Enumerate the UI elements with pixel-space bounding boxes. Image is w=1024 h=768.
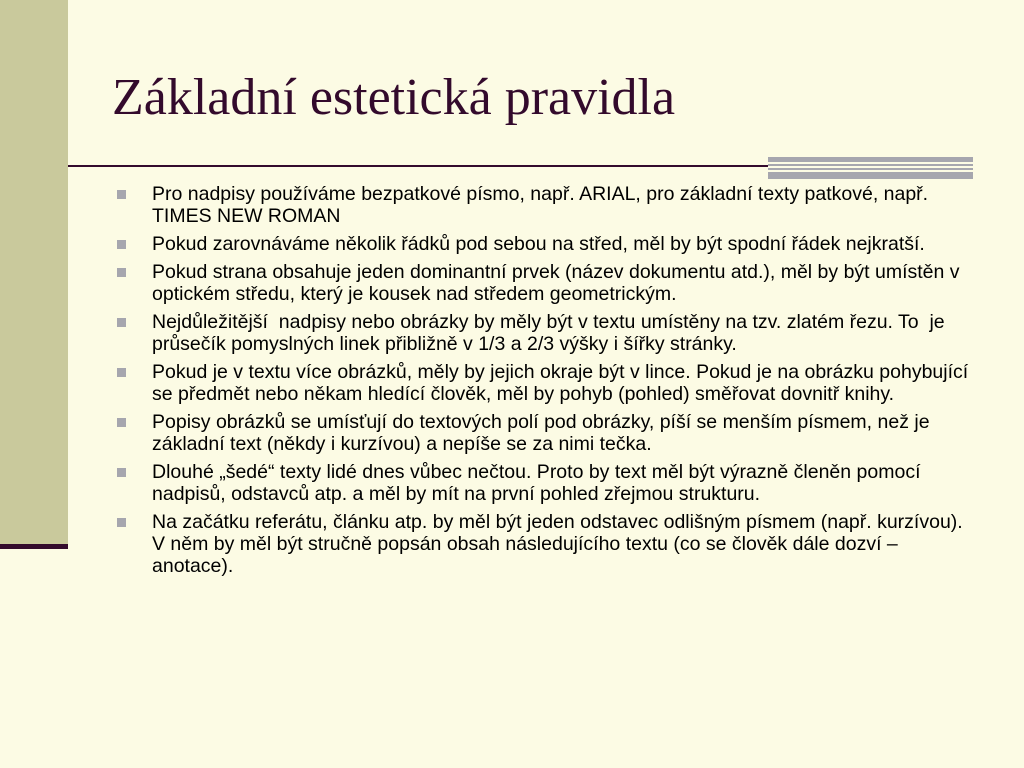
square-bullet-icon bbox=[117, 240, 126, 249]
bullet-text: Pokud strana obsahuje jeden dominantní prvek (název dokumentu atd.), měl by být umístěn v optickém středu, který je kousek nad středem geometrickým. bbox=[152, 261, 965, 305]
square-bullet-icon bbox=[117, 318, 126, 327]
bullet-text: Dlouhé „šedé“ texty lidé dnes vůbec nečtou. Proto by text měl být výrazně členěn pomocí nadpisů, odstavců atp. a měl by mít na první pohled zřejmou strukturu. bbox=[152, 461, 926, 505]
square-bullet-icon bbox=[117, 190, 126, 199]
slide-title: Základní estetická pravidla bbox=[112, 69, 676, 126]
square-bullet-icon bbox=[117, 368, 126, 377]
square-bullet-icon bbox=[117, 418, 126, 427]
list-item bbox=[114, 361, 974, 405]
bullet-text: Pro nadpisy používáme bezpatkové písmo, např. ARIAL, pro základní texty patkové, např. TIMES NEW ROMAN bbox=[152, 183, 934, 227]
square-bullet-icon bbox=[117, 268, 126, 277]
bullet-text: Pokud zarovnáváme několik řádků pod sebou na střed, měl by být spodní řádek nejkratší. bbox=[152, 233, 925, 255]
left-decorative-band bbox=[0, 0, 68, 548]
bullet-list bbox=[114, 183, 974, 583]
accent-bar bbox=[768, 157, 973, 179]
square-bullet-icon bbox=[117, 518, 126, 527]
list-item bbox=[114, 261, 974, 305]
list-item bbox=[114, 461, 974, 505]
bullet-text: Popisy obrázků se umísťují do textových polí pod obrázky, píší se menším písmem, než je základní text (někdy i kurzívou) a nepíše se za nimi tečka. bbox=[152, 411, 935, 455]
square-bullet-icon bbox=[117, 468, 126, 477]
bullet-text: Na začátku referátu, článku atp. by měl být jeden odstavec odlišným písmem (např. kurzívou). V něm by měl být stručně popsán obsah následujícího textu (co se člověk dále dozví – anotace). bbox=[152, 511, 969, 577]
list-item bbox=[114, 311, 974, 355]
bullet-text: Pokud je v textu více obrázků, měly by jejich okraje být v lince. Pokud je na obrázku pohybující se předmět nebo někam hledící člověk, měl by pohyb (pohled) směřovat dovnitř knihy. bbox=[152, 361, 974, 405]
list-item bbox=[114, 233, 974, 255]
left-band-underline bbox=[0, 544, 68, 549]
title-rule bbox=[68, 165, 768, 167]
accent-stripe bbox=[768, 172, 973, 179]
bullet-text: Nejdůležitější nadpisy nebo obrázky by měly být v textu umístěny na tzv. zlatém řezu. To je průsečík pomyslných linek přibližně v 1/3 a 2/3 výšky i šířky stránky. bbox=[152, 311, 951, 355]
list-item bbox=[114, 411, 974, 455]
accent-stripe bbox=[768, 164, 973, 166]
accent-stripe bbox=[768, 168, 973, 170]
accent-stripe bbox=[768, 157, 973, 162]
list-item bbox=[114, 183, 974, 227]
list-item bbox=[114, 511, 974, 577]
